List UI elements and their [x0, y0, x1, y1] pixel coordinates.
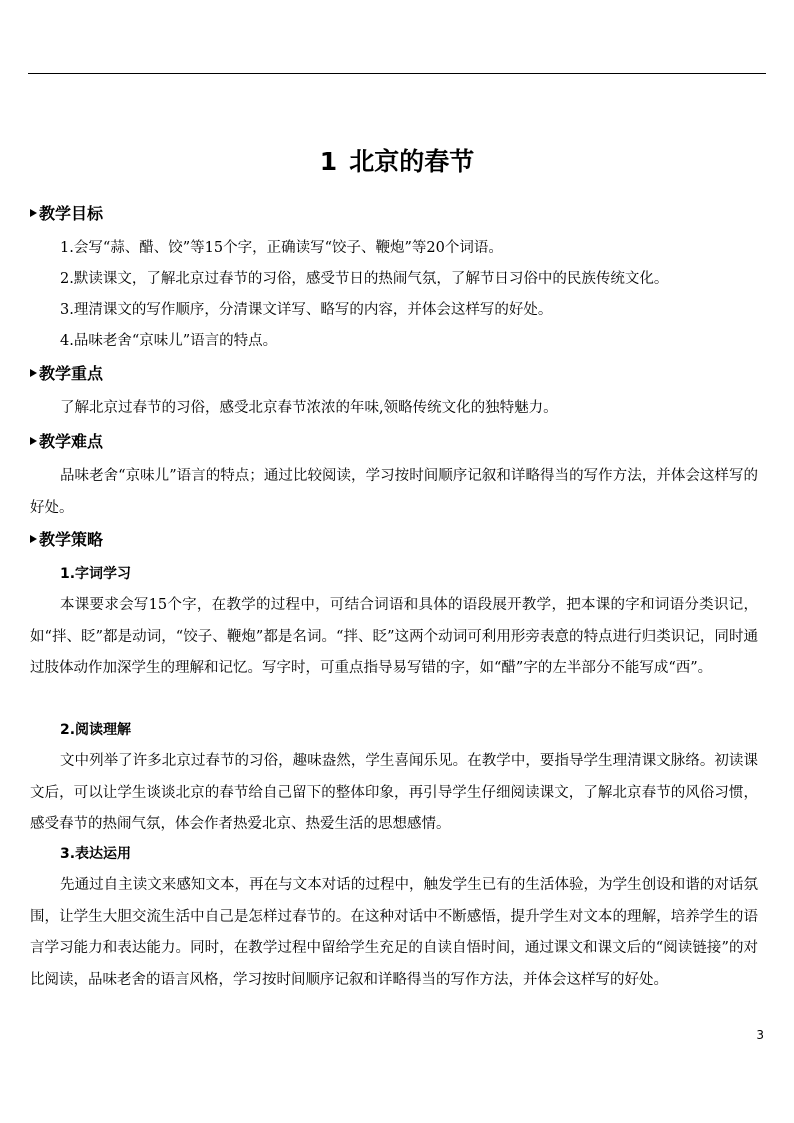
section-heading-goals: 教学目标 [30, 202, 758, 226]
strategy-text-words: 本课要求会写15个字，在教学的过程中，可结合词语和具体的语段展开教学，把本课的字和词语分类识记，如“拌、眨”都是动词，“饺子、鞭炮”都是名词。“拌、眨”这两个动词可利用形旁表意的特点进行归类识记，同时通过肢体动作加深学生的理解和记忆。写字时，可重点指导易写错的字，如“醋”字的左半部分不能写成“西”。 [30, 597, 758, 676]
section-difficulties [30, 430, 758, 454]
section-heading-difficulties: 教学难点 [30, 430, 758, 454]
triangle-bullet-icon [30, 437, 37, 445]
key-points-text: 了解北京过春节的习俗，感受北京春节浓浓的年味,领略传统文化的独特魅力。 [60, 400, 558, 416]
section-strategies [30, 528, 758, 552]
header-rule [28, 73, 766, 74]
triangle-bullet-icon [30, 535, 37, 543]
triangle-bullet-icon [30, 369, 37, 377]
strategy-title-expression: 3.表达运用 [60, 846, 132, 862]
goal-item: 2.默读课文，了解北京过春节的习俗，感受节日的热闹气氛，了解节日习俗中的民族传统文化。 [60, 271, 669, 287]
section-goals [30, 202, 758, 226]
section-key-points [30, 362, 758, 386]
lesson-title-text: 北京的春节 [349, 147, 475, 176]
strategy-text-reading: 文中列举了许多北京过春节的习俗，趣味盎然，学生喜闻乐见。在教学中，要指导学生理清课文脉络。初读课文后，可以让学生谈谈北京的春节给自己留下的整体印象，再引导学生仔细阅读课文，了解北京春节的风俗习惯，感受春节的热闹气氛，体会作者热爱北京、热爱生活的思想感情。 [30, 753, 758, 832]
strategy-title-words: 1.字词学习 [60, 566, 132, 582]
page-number: 3 [756, 1028, 764, 1042]
section-heading-strategies: 教学策略 [30, 528, 758, 552]
strategy-title-reading: 2.阅读理解 [60, 722, 132, 738]
strategy-text-expression: 先通过自主读文来感知文本，再在与文本对话的过程中，触发学生已有的生活体验，为学生创设和谐的对话氛围，让学生大胆交流生活中自己是怎样过春节的。在这种对话中不断感悟，提升学生对文本的理解，培养学生的语言学习能力和表达能力。同时，在教学过程中留给学生充足的自读自悟时间，通过课文和课文后的“阅读链接”的对比阅读，品味老舍的语言风格，学习按时间顺序记叙和详略得当的写作方法，并体会这样写的好处。 [30, 877, 758, 988]
triangle-bullet-icon [30, 209, 37, 217]
lesson-number: 1 [319, 147, 338, 176]
lesson-title [0, 144, 794, 180]
goal-item: 3.理清课文的写作顺序，分清课文详写、略写的内容，并体会这样写的好处。 [60, 302, 553, 318]
difficulties-text: 品味老舍“京味儿”语言的特点；通过比较阅读，学习按时间顺序记叙和详略得当的写作方法，并体会这样写的好处。 [30, 468, 758, 516]
goal-item: 1.会写“蒜、醋、饺”等15个字，正确读写“饺子、鞭炮”等20个词语。 [60, 240, 503, 256]
section-heading-key-points: 教学重点 [30, 362, 758, 386]
goal-item: 4.品味老舍“京味儿”语言的特点。 [60, 333, 278, 349]
